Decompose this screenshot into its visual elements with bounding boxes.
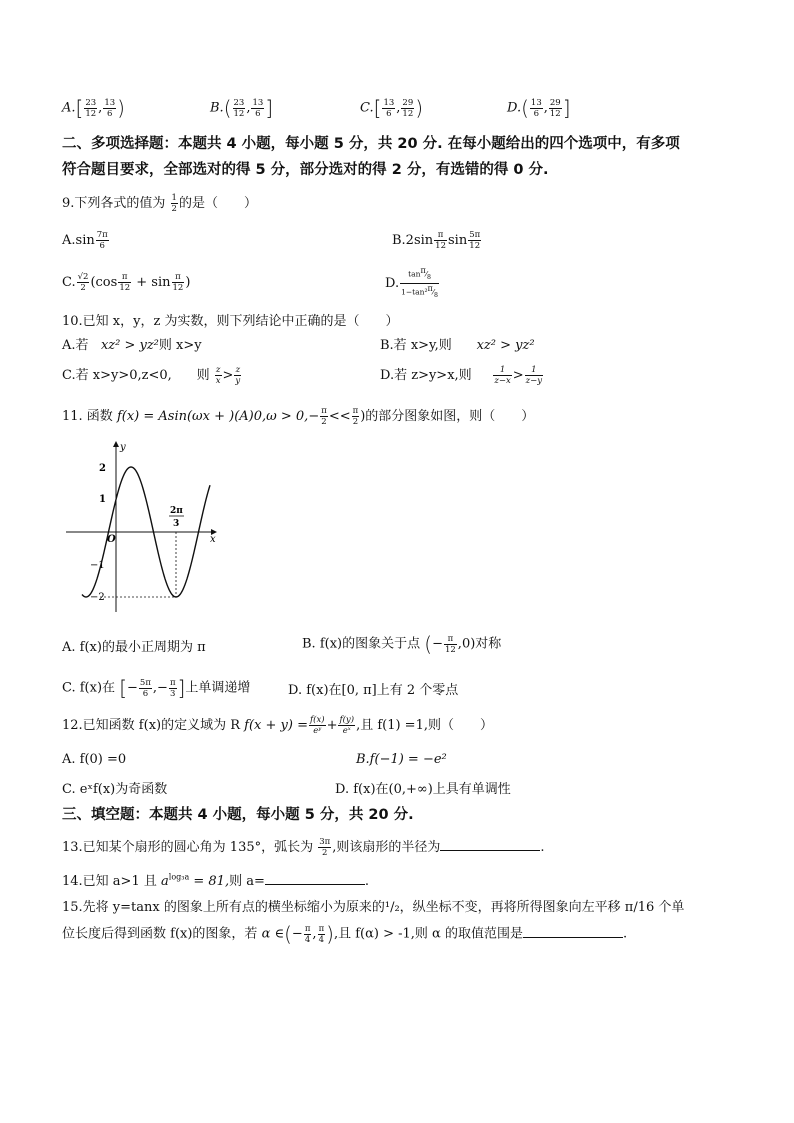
q9-option-d: D. $\frac{\tan^\pi⁄_8}{1-\tan^2^\pi⁄_8}$ [385,266,438,299]
q9-stem: 9.下列各式的值为 $\frac{1}{2}$ 的是（ ） [62,193,257,214]
origin-label: O [107,534,116,545]
section3-heading: 三、填空题：本题共 4 小题，每小题 5 分，共 20 分. [62,807,414,823]
annot-2pi-den: 3 [173,519,180,529]
tick-y-1: 1 [99,494,106,505]
q12-stem: 12.已知函数 f(x)的定义域为 R f(x + y) = $\frac{f(x)}{\text{eʸ}}$ + $\frac{f(y)}{\text{eˣ}}$ ,且 f(1) =1,则（ ） [62,715,493,736]
q10-stem: 10.已知 x，y，z 为实数，则下列结论中正确的是（ ） [62,314,399,329]
q10-option-a: A.若 xz² > yz²则 x>y [62,338,202,353]
q8-option-d: D.( $\frac{13}{6}$ , $\frac{29}{12}$ ] [507,96,571,120]
q8-option-a: A.[ $\frac{23}{12}$ , $\frac{13}{6}$ ) [62,96,125,120]
q9-option-a: A.sin $\frac{7\pi}{6}$ [62,230,108,251]
q13-stem: 13.已知某个扇形的圆心角为 135°，弧长为 $\frac{3\pi}{2}$ ,则该扇形的半径为 . [62,837,545,858]
q12-option-d: D. f(x)在(0,+∞)上具有单调性 [335,782,511,797]
q10-option-c: C.若 x>y>0,z<0, 则 $\frac{z}{x}$ > $\frac{z}{y}$ [62,365,241,386]
q15-line2: 位长度后得到函数 f(x)的图象，若 α ∈(− $\frac{\pi}{4}$ , $\frac{\pi}{4}$ ),且 f(α) > -1,则 α 的取值范围是 . [62,922,628,946]
annot-2pi-num: 2π [170,506,183,516]
q11-option-d: D. f(x)在[0, π]上有 2 个零点 [288,683,459,698]
q11-stem: 11. 函数 f(x) = Asin(ωx + )(A)0,ω > 0,− $\frac{\pi}{2}$ << $\frac{\pi}{2}$ )的部分图象如图，则（ ） [62,406,535,427]
q8-option-c: C.[ $\frac{13}{6}$ , $\frac{29}{12}$ ) [360,96,424,120]
q11-function-graph [62,436,228,616]
q10-option-d: D.若 z>y>x,则 $\frac{1}{z-x}$ > $\frac{1}{z-y}$ [380,365,543,386]
tick-y-2: 2 [99,463,106,474]
q12-option-a: A. f(0) =0 [62,752,127,767]
q11-option-a: A. f(x)的最小正周期为 π [62,640,206,655]
section2-heading-line1: 二、多项选择题：本题共 4 小题，每小题 5 分，共 20 分. 在每小题给出的四个选项中，有多项 [62,136,680,152]
q13-answer-blank[interactable] [440,838,540,851]
x-axis-label: x [210,534,216,545]
q15-line1: 15.先将 y=tanx 的图象上所有点的横坐标缩小为原来的¹/₂，纵坐标不变，再将所得图象向左平移 π/16 个单 [62,900,685,915]
q9-option-b: B.2sin $\frac{\pi}{12}$ sin $\frac{5\pi}{12}$ [392,230,481,251]
q9-option-c: C. $\frac{√2}{2}$ (cos $\frac{\pi}{12}$ + sin $\frac{\pi}{12}$ ) [62,272,191,293]
q10-option-b: B.若 x>y,则 xz² > yz² [380,338,535,353]
q8-option-b: B.( $\frac{23}{12}$ , $\frac{13}{6}$ ] [210,96,274,120]
tick-y-neg1: −1 [90,560,105,571]
q11-option-b: B. f(x)的图象关于点 (− $\frac{\pi}{12}$ ,0)对称 [302,632,502,656]
q12-option-b: B.f(−1) = −e² [356,752,447,767]
q12-option-c: C. eˣf(x)为奇函数 [62,782,168,797]
y-axis-label: y [120,442,126,453]
section2-heading-line2: 符合题目要求，全部选对的得 5 分，部分选对的得 2 分，有选错的得 0 分. [62,162,549,178]
q11-option-c: C. f(x)在 [− $\frac{5\pi}{6}$ ,− $\frac{\pi}{3}$ ]上单调递增 [62,676,251,700]
q15-answer-blank[interactable] [523,925,623,938]
q14-answer-blank[interactable] [265,872,365,885]
tick-y-neg2: −2 [90,592,105,603]
q14-stem: 14.已知 a>1 且 $a^{log_3a} = 81$,则 a= . [62,872,370,889]
